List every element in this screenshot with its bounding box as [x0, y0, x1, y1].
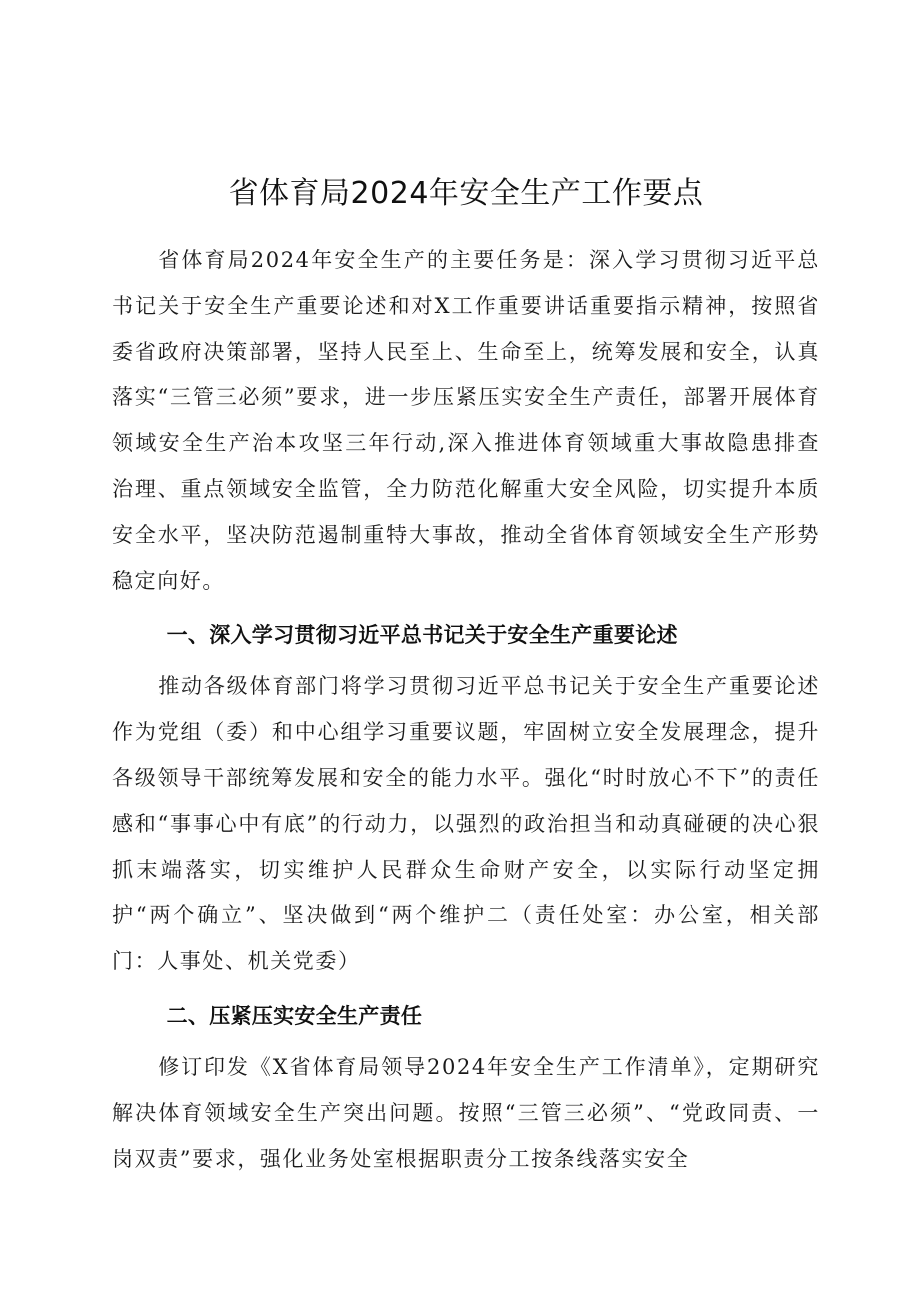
section-1-body: 推动各级体育部门将学习贯彻习近平总书记关于安全生产重要论述作为党组（委）和中心组学习重要议题，牢固树立安全发展理念，提升各级领导干部统筹发展和安全的能力水平。强化“时时放心不下”的责任感和“事事心中有底”的行动力，以强烈的政治担当和动真碰硬的决心狠抓末端落实，切实维护人民群众生命财产安全，以实际行动坚定拥护“两个确立”、坚决做到“两个维护二（责任处室：办公室，相关部门：人事处、机关党委）: [112, 674, 820, 974]
section-1-heading: 一、深入学习贯彻习近平总书记关于安全生产重要论述: [166, 623, 678, 648]
document-title: 省体育局2024年安全生产工作要点: [228, 176, 704, 211]
intro-paragraph: 省体育局2024年安全生产的主要任务是：深入学习贯彻习近平总书记关于安全生产重要论述和对X工作重要讲话重要指示精神，按照省委省政府决策部署，坚持人民至上、生命至上，统筹发展和安全，认真落实“三管三必须”要求，进一步压紧压实安全生产责任，部署开展体育领域安全生产治本攻坚三年行动,深入推进体育领域重大事故隐患排查治理、重点领域安全监管，全力防范化解重大安全风险，切实提升本质安全水平，坚决防范遏制重特大事故，推动全省体育领域安全生产形势稳定向好。: [112, 248, 820, 593]
section-2-heading: 二、压紧压实安全生产责任: [166, 1003, 423, 1028]
section-2-body: 修订印发《X省体育局领导2024年安全生产工作清单》，定期研究解决体育领域安全生产突出问题。按照“三管三必须”、“党政同责、一岗双责”要求，强化业务处室根据职责分工按条线落实安全: [112, 1054, 820, 1171]
